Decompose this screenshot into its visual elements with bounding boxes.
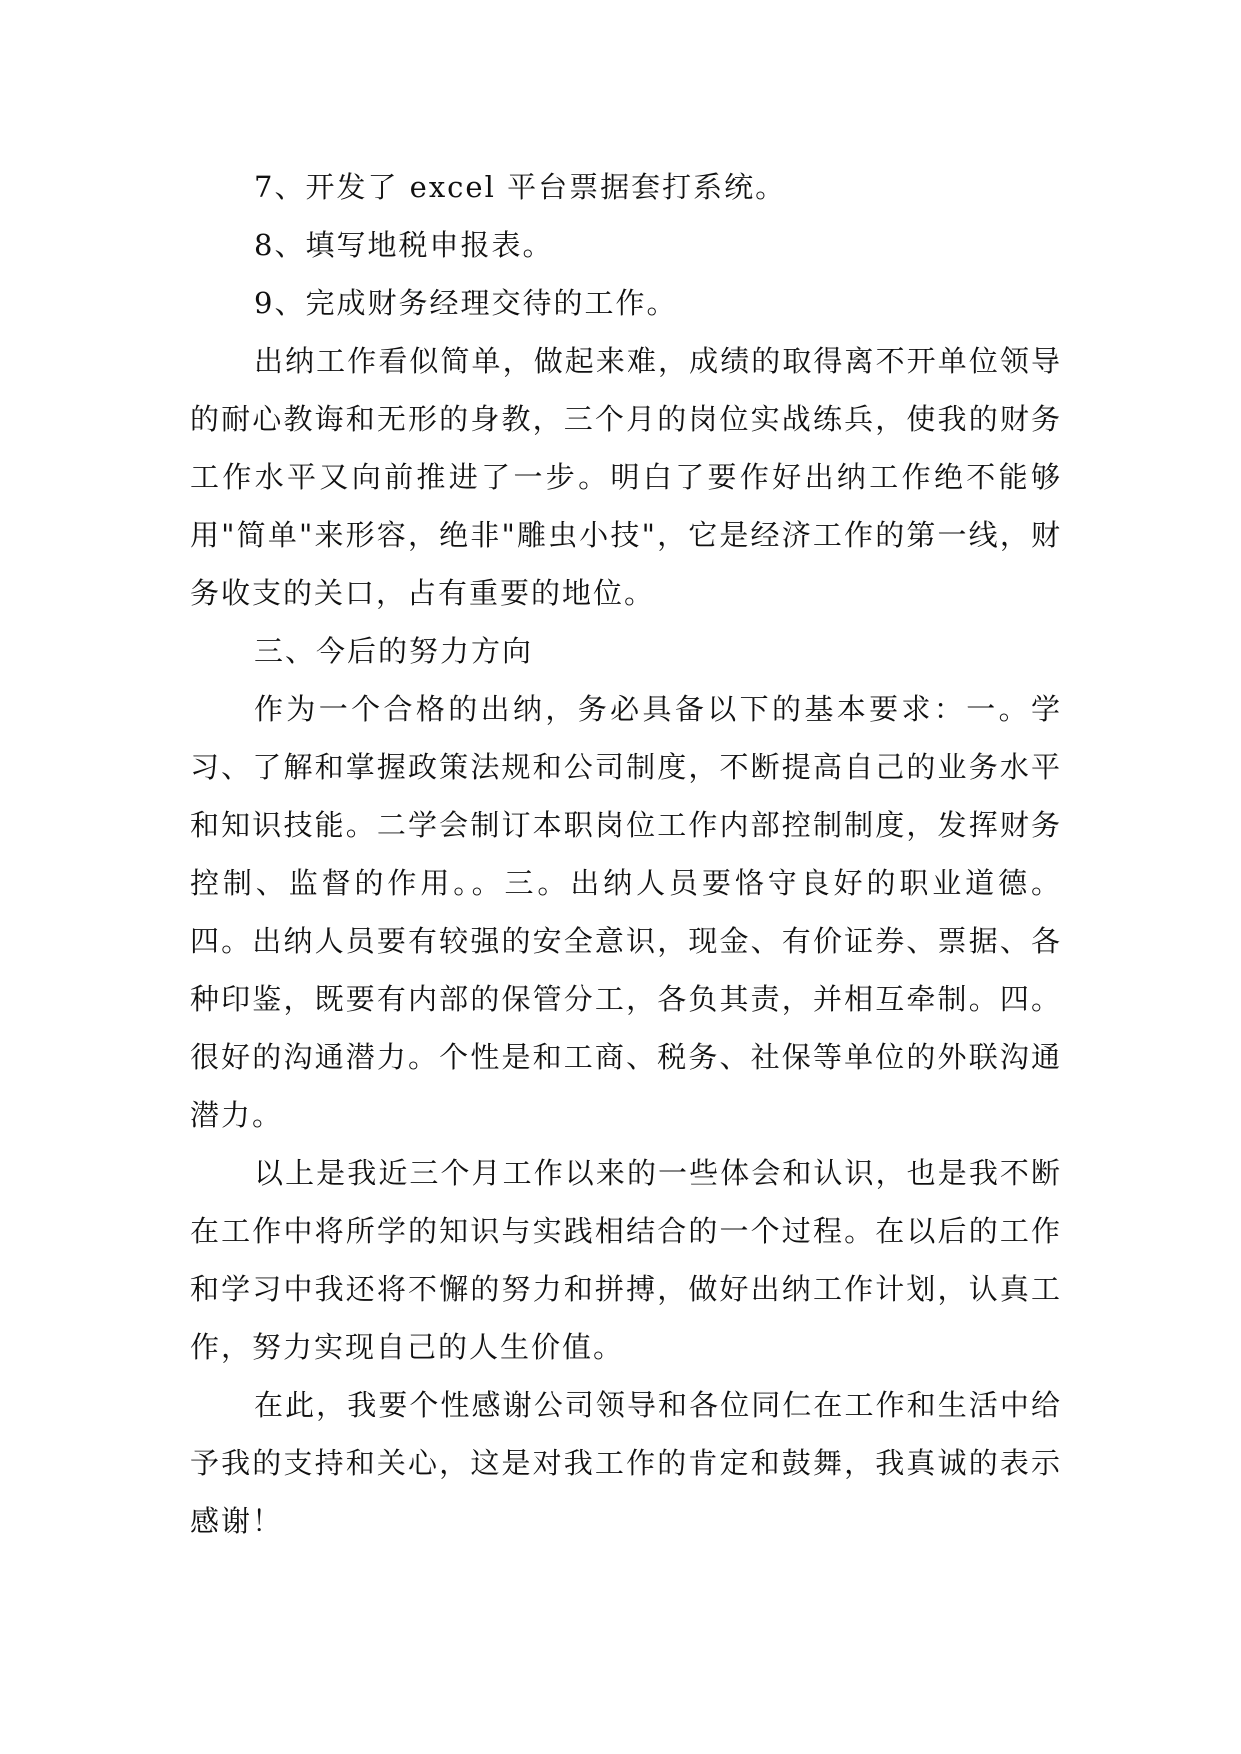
paragraph-item-7: 7、开发了 excel 平台票据套打系统。 bbox=[254, 170, 787, 204]
paragraph-thanks: 在此，我要个性感谢公司领导和各位同仁在工作和生活中给予我的支持和关心，这是对我工作的肯定和鼓舞，我真诚的表示感谢！ bbox=[190, 1388, 1062, 1538]
paragraph-item-9: 9、完成财务经理交待的工作。 bbox=[254, 286, 678, 320]
section-heading-future-direction: 三、今后的努力方向 bbox=[254, 634, 534, 668]
document-body bbox=[190, 158, 1062, 1550]
paragraph-summary: 以上是我近三个月工作以来的一些体会和认识，也是我不断在工作中将所学的知识与实践相结合的一个过程。在以后的工作和学习中我还将不懈的努力和拼搏，做好出纳工作计划，认真工作，努力实现自己的人生价值。 bbox=[190, 1156, 1062, 1364]
paragraph-cashier-work: 出纳工作看似简单，做起来难，成绩的取得离不开单位领导的耐心教诲和无形的身教，三个月的岗位实战练兵，使我的财务工作水平又向前推进了一步。明白了要作好出纳工作绝不能够用"简单"来形容，绝非"雕虫小技"，它是经济工作的第一线，财务收支的关口，占有重要的地位。 bbox=[190, 344, 1062, 610]
paragraph-requirements: 作为一个合格的出纳，务必具备以下的基本要求：一。学习、了解和掌握政策法规和公司制度，不断提高自己的业务水平和知识技能。二学会制订本职岗位工作内部控制制度，发挥财务控制、监督的作用。。三。出纳人员要恪守良好的职业道德。四。出纳人员要有较强的安全意识，现金、有价证券、票据、各种印鉴，既要有内部的保管分工，各负其责，并相互牵制。四。很好的沟通潜力。个性是和工商、税务、社保等单位的外联沟通潜力。 bbox=[190, 692, 1062, 1132]
paragraph-item-8: 8、填写地税申报表。 bbox=[254, 228, 554, 262]
